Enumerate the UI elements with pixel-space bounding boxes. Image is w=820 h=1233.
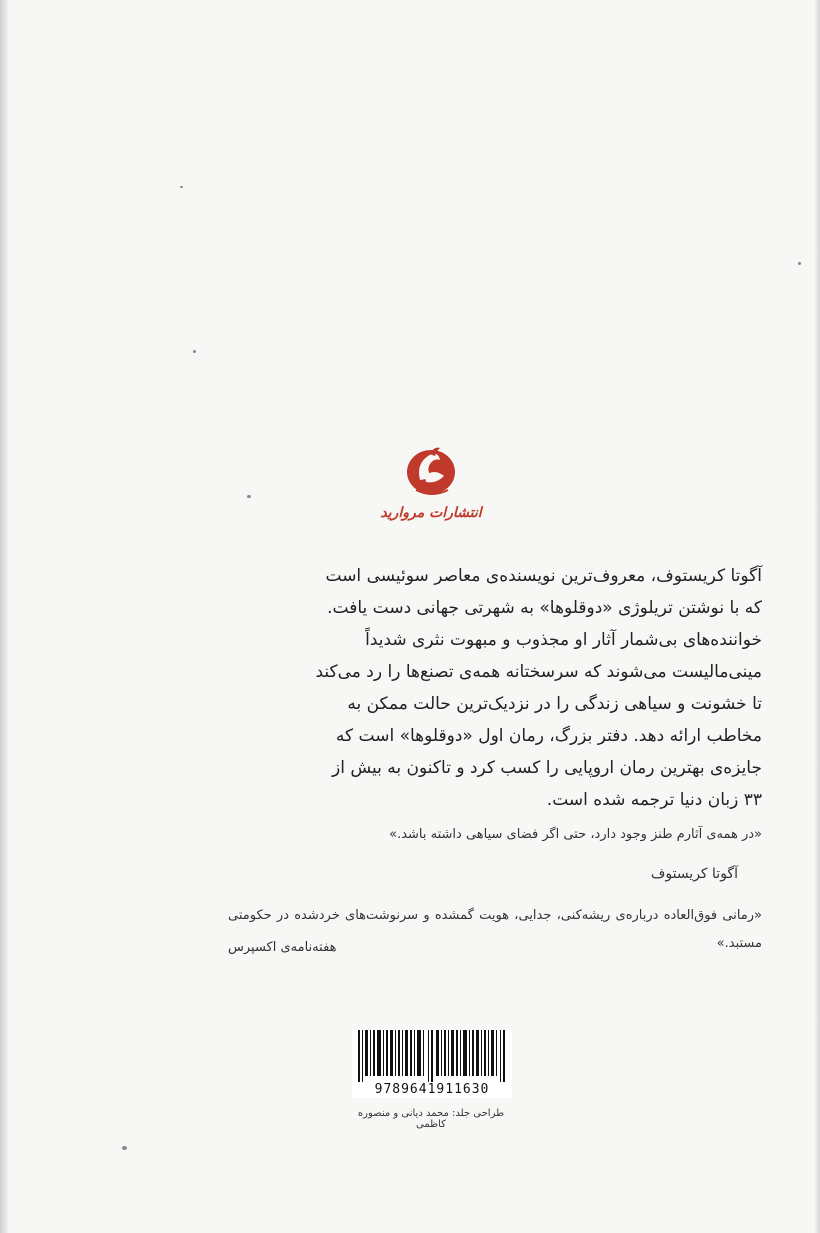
quote-author: آگوتا کریستوف [650,866,738,882]
cover-left-edge [0,0,8,1233]
blurb-line: جایزه‌ی بهترین رمان اروپایی را کسب کرد و تاکنون به بیش از [332,758,762,778]
blurb-line: ۳۳ زبان دنیا ترجمه شده است. [546,790,762,810]
blurb-line: تا خشونت و سیاهی زندگی را در نزدیک‌ترین حالت ممکن به [347,694,762,714]
publisher-name: انتشارات مروارید [380,505,482,521]
dust-speck [247,495,251,498]
author-quote: «در همه‌ی آثارم طنز وجود دارد، حتی اگر فضای سیاهی داشته باشد.» [389,827,762,842]
press-source: هفته‌نامه‌ی اکسپرس [228,940,337,955]
book-blurb [228,560,762,816]
isbn-number: 9789641911630 [374,1082,490,1097]
dust-speck [180,186,183,188]
isbn-barcode [352,1030,512,1098]
dust-speck [798,262,801,265]
press-quote: «رمانی فوق‌العاده درباره‌ی ریشه‌کنی، جدایی، هویت گمشده و سرنوشت‌های خردشده در حکومتی مستبد.» [228,908,762,951]
blurb-line: خواننده‌های بی‌شمار آثار او مجذوب و مبهوت نثری شدیداً [365,630,762,650]
bird-logo-icon [380,440,480,540]
blurb-line: آگوتا کریستوف، معروف‌ترین نویسنده‌ی معاصر سوئیسی است [325,566,762,586]
cover-design-credit: طراحی جلد: محمد دیانی و منصوره کاظمی [357,1108,505,1130]
dust-speck [122,1146,127,1150]
blurb-line: مخاطب ارائه دهد. دفتر بزرگ، رمان اول «دوقلوها» است که [335,726,762,746]
dust-speck [193,350,196,353]
cover-right-edge [814,0,820,1233]
blurb-line: که با نوشتن تریلوژی «دوقلوها» به شهرتی جهانی دست یافت. [327,598,762,618]
barcode-bars [356,1030,508,1082]
blurb-line: مینی‌مالیست می‌شوند که سرسختانه همه‌ی تصنع‌ها را رد می‌کند [315,662,762,682]
